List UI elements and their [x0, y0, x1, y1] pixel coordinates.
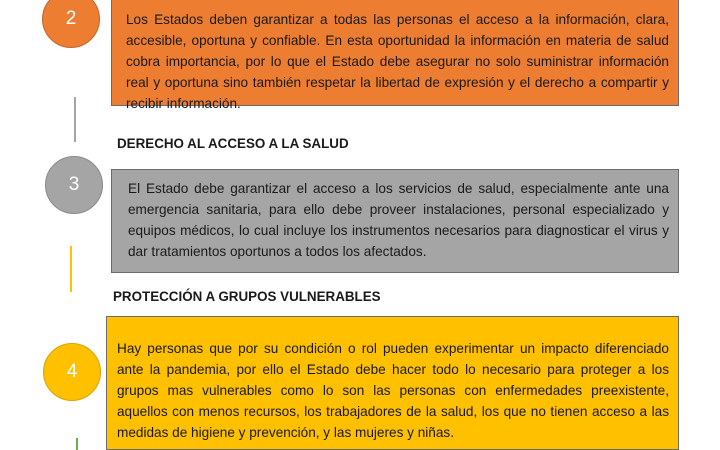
step-2-number-circle: 2 [42, 0, 100, 48]
step-4-number-circle: 4 [43, 343, 101, 401]
step-2-text-box: Los Estados deben garantizar a todas las personas el acceso a la información, clara, accesible, oportuna y confiable. En esta oportunidad la información en materia de salud cobra importancia, por lo que el Estado debe asegurar no solo suministrar información real y oportuna sino también respetar la libertad de expresión y el derecho a compartir y recibir información. [111, 0, 679, 106]
step-4-heading: PROTECCIÓN A GRUPOS VULNERABLES [113, 289, 381, 304]
connector-line-green [76, 438, 78, 450]
step-3-heading: DERECHO AL ACCESO A LA SALUD [117, 136, 349, 151]
step-4-text-box: Hay personas que por su condición o rol pueden experimentar un impacto diferenciado ante la pandemia, por ello el Estado debe hacer todo lo necesario para proteger a los grupos mas vulnerables como lo son las personas con enfermedades preexistente, aquellos con menos recursos, los trabajadores de la salud, los que no tienen acceso a las medidas de higiene y prevención, y las mujeres y niñas. [106, 316, 679, 450]
step-3-number-circle: 3 [45, 156, 103, 214]
connector-line-yellow [70, 246, 72, 292]
step-3-text-box: El Estado debe garantizar el acceso a los servicios de salud, especialmente ante una emergencia sanitaria, para ello debe proveer instalaciones, personal especializado y equipos médicos, lo cual incluye los instrumentos necesarios para diagnosticar el virus y dar tratamientos oportunos a todos los afectados. [111, 169, 679, 273]
connector-line-gray [74, 97, 76, 142]
